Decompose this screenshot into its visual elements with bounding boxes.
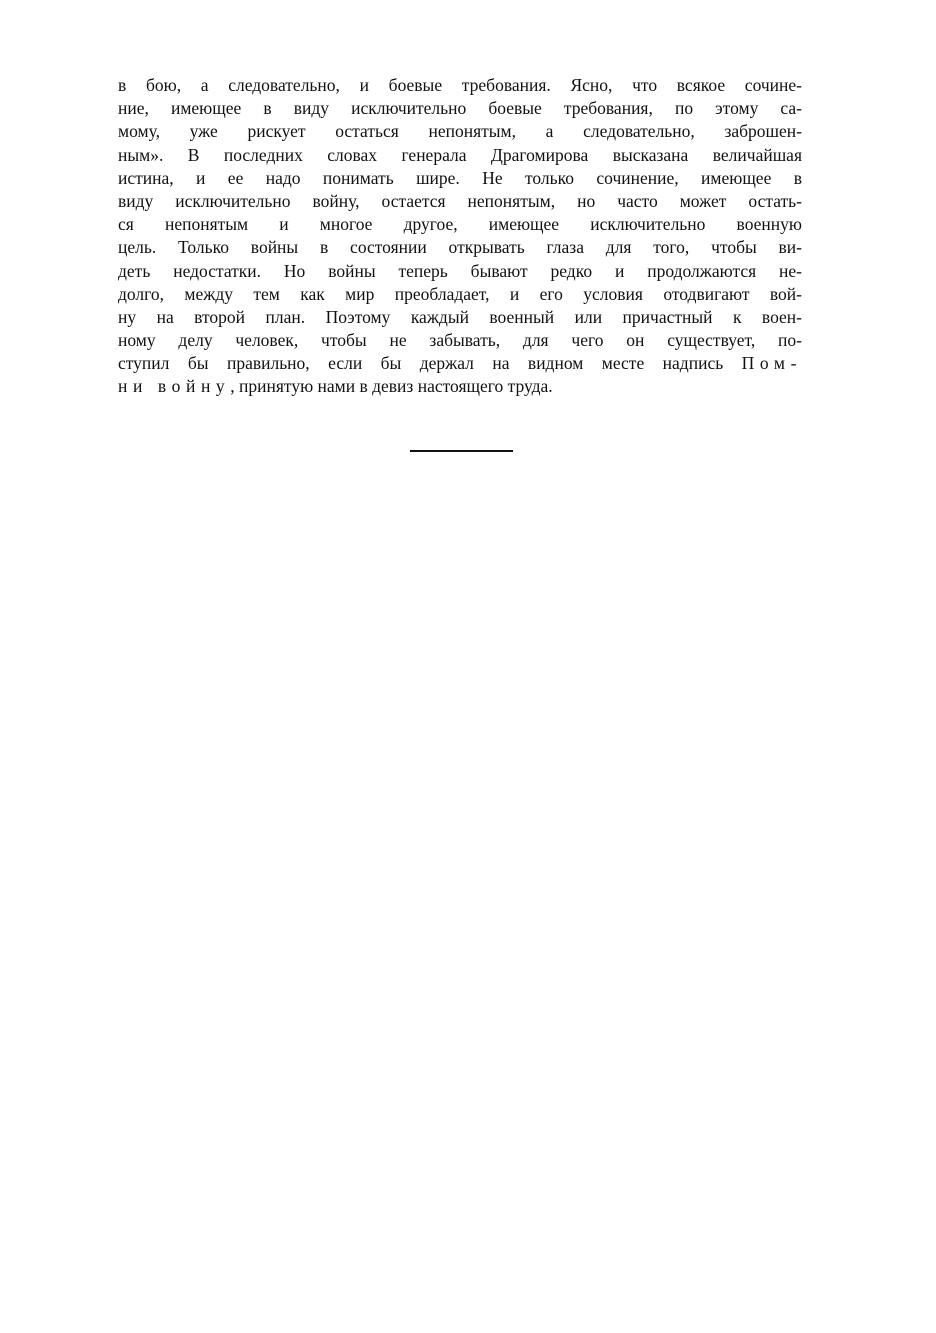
text-line: ным». В последних словах генерала Драгомирова высказана величайшая	[118, 144, 802, 165]
text-line: ся непонятым и многое другое, имеющее исключительно военную	[118, 214, 802, 235]
text-line: мому, уже рискует остаться непонятым, а следовательно, заброшен-	[118, 121, 802, 142]
motto-spaced-text: ни войну	[118, 376, 231, 397]
text-line: ну на второй план. Поэтому каждый военный или причастный к воен-	[118, 306, 802, 327]
text-line: в бою, а следовательно, и боевые требования. Ясно, что всякое сочине-	[118, 75, 802, 95]
line-text: ступил бы правильно, если бы держал на видном месте надпись	[118, 353, 742, 374]
text-line: виду исключительно войну, остается непонятым, но часто может остать-	[118, 190, 802, 211]
text-line: деть недостатки. Но войны теперь бывают редко и продолжаются не-	[118, 260, 802, 281]
text-line: цель. Только войны в состоянии открывать глаза для того, чтобы ви-	[118, 237, 802, 258]
line-text: , принятую нами в девиз настоящего труда.	[230, 376, 553, 397]
text-line	[118, 352, 802, 375]
paragraph	[118, 74, 802, 399]
text-line	[118, 375, 802, 398]
text-line: долго, между тем как мир преобладает, и его условия отодвигают вой-	[118, 283, 802, 304]
text-line: ние, имеющее в виду исключительно боевые требования, по этому са-	[118, 98, 802, 119]
text-line: истина, и ее надо понимать шире. Не только сочинение, имеющее в	[118, 167, 802, 188]
text-line: ному делу человек, чтобы не забывать, для чего он существует, по-	[118, 330, 802, 351]
section-divider	[410, 450, 513, 452]
motto-spaced-text: Пом-	[741, 353, 802, 374]
